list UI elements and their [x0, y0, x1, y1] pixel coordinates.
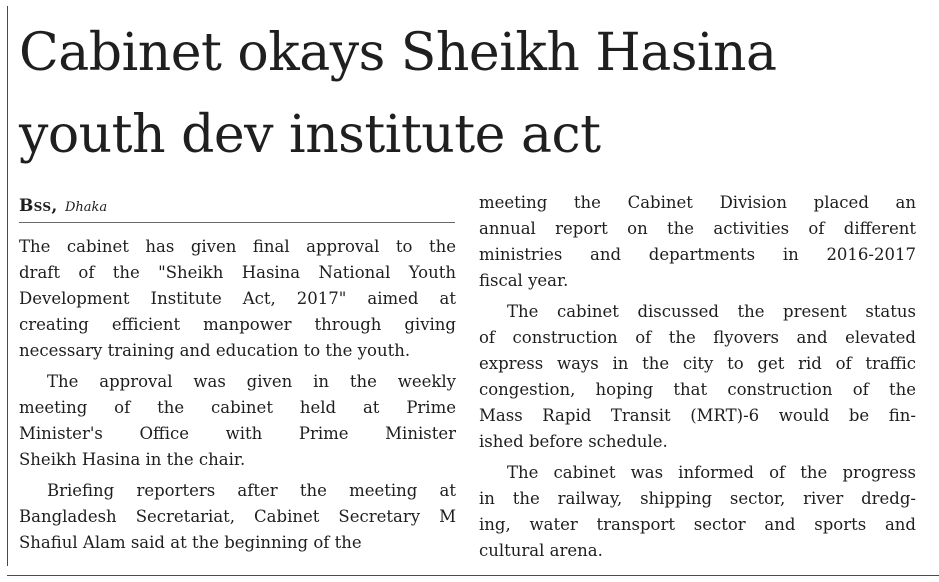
paragraph — [479, 190, 916, 294]
text-line: in the railway, shipping sector, river dredg- — [479, 489, 916, 508]
paragraph — [19, 369, 456, 473]
text-line: The cabinet was informed of the progress — [507, 463, 916, 482]
byline-rule — [19, 222, 455, 223]
text-line: necessary training and education to the youth. — [19, 341, 411, 360]
article-column-right — [479, 190, 916, 569]
text-line: ished before schedule. — [479, 432, 668, 451]
paragraph — [479, 299, 916, 455]
byline — [19, 194, 107, 220]
text-line: cultural arena. — [479, 541, 603, 560]
text-line: meeting of the cabinet held at Prime — [19, 398, 456, 417]
text-line: annual report on the activities of different — [479, 219, 916, 238]
text-line: fiscal year. — [479, 271, 569, 290]
text-line: of construction of the flyovers and elevated — [479, 328, 916, 347]
text-line: congestion, hoping that construction of the — [479, 380, 916, 399]
paragraph — [479, 460, 916, 564]
paragraph — [19, 478, 456, 556]
headline — [19, 12, 929, 176]
text-line: Mass Rapid Transit (MRT)-6 would be fin- — [479, 406, 916, 425]
text-line: Development Institute Act, 2017" aimed at — [19, 289, 456, 308]
text-line: The cabinet discussed the present status — [507, 302, 916, 321]
byline-agency: Bss, — [19, 196, 58, 216]
paragraph — [19, 234, 456, 364]
text-line: Shafiul Alam said at the beginning of the — [19, 533, 362, 552]
headline-line-2: youth dev institute act — [19, 105, 601, 165]
text-line: Minister's Office with Prime Minister — [19, 424, 456, 443]
text-line: ministries and departments in 2016-2017 — [479, 245, 916, 264]
text-line: draft of the "Sheikh Hasina National Youth — [19, 263, 456, 282]
bottom-rule — [7, 575, 939, 576]
headline-line-1: Cabinet okays Sheikh Hasina — [19, 23, 777, 83]
text-line: The approval was given in the weekly — [47, 372, 456, 391]
text-line: Briefing reporters after the meeting at — [47, 481, 456, 500]
text-line: The cabinet has given final approval to the — [19, 237, 456, 256]
text-line: Bangladesh Secretariat, Cabinet Secretary M — [19, 507, 456, 526]
text-line: meeting the Cabinet Division placed an — [479, 193, 916, 212]
text-line: creating efficient manpower through giving — [19, 315, 456, 334]
text-line: Sheikh Hasina in the chair. — [19, 450, 246, 469]
left-column-rule — [7, 6, 8, 566]
text-line: express ways in the city to get rid of traffic — [479, 354, 916, 373]
byline-place: Dhaka — [64, 200, 108, 215]
text-line: ing, water transport sector and sports and — [479, 515, 916, 534]
article-column-left — [19, 234, 456, 561]
